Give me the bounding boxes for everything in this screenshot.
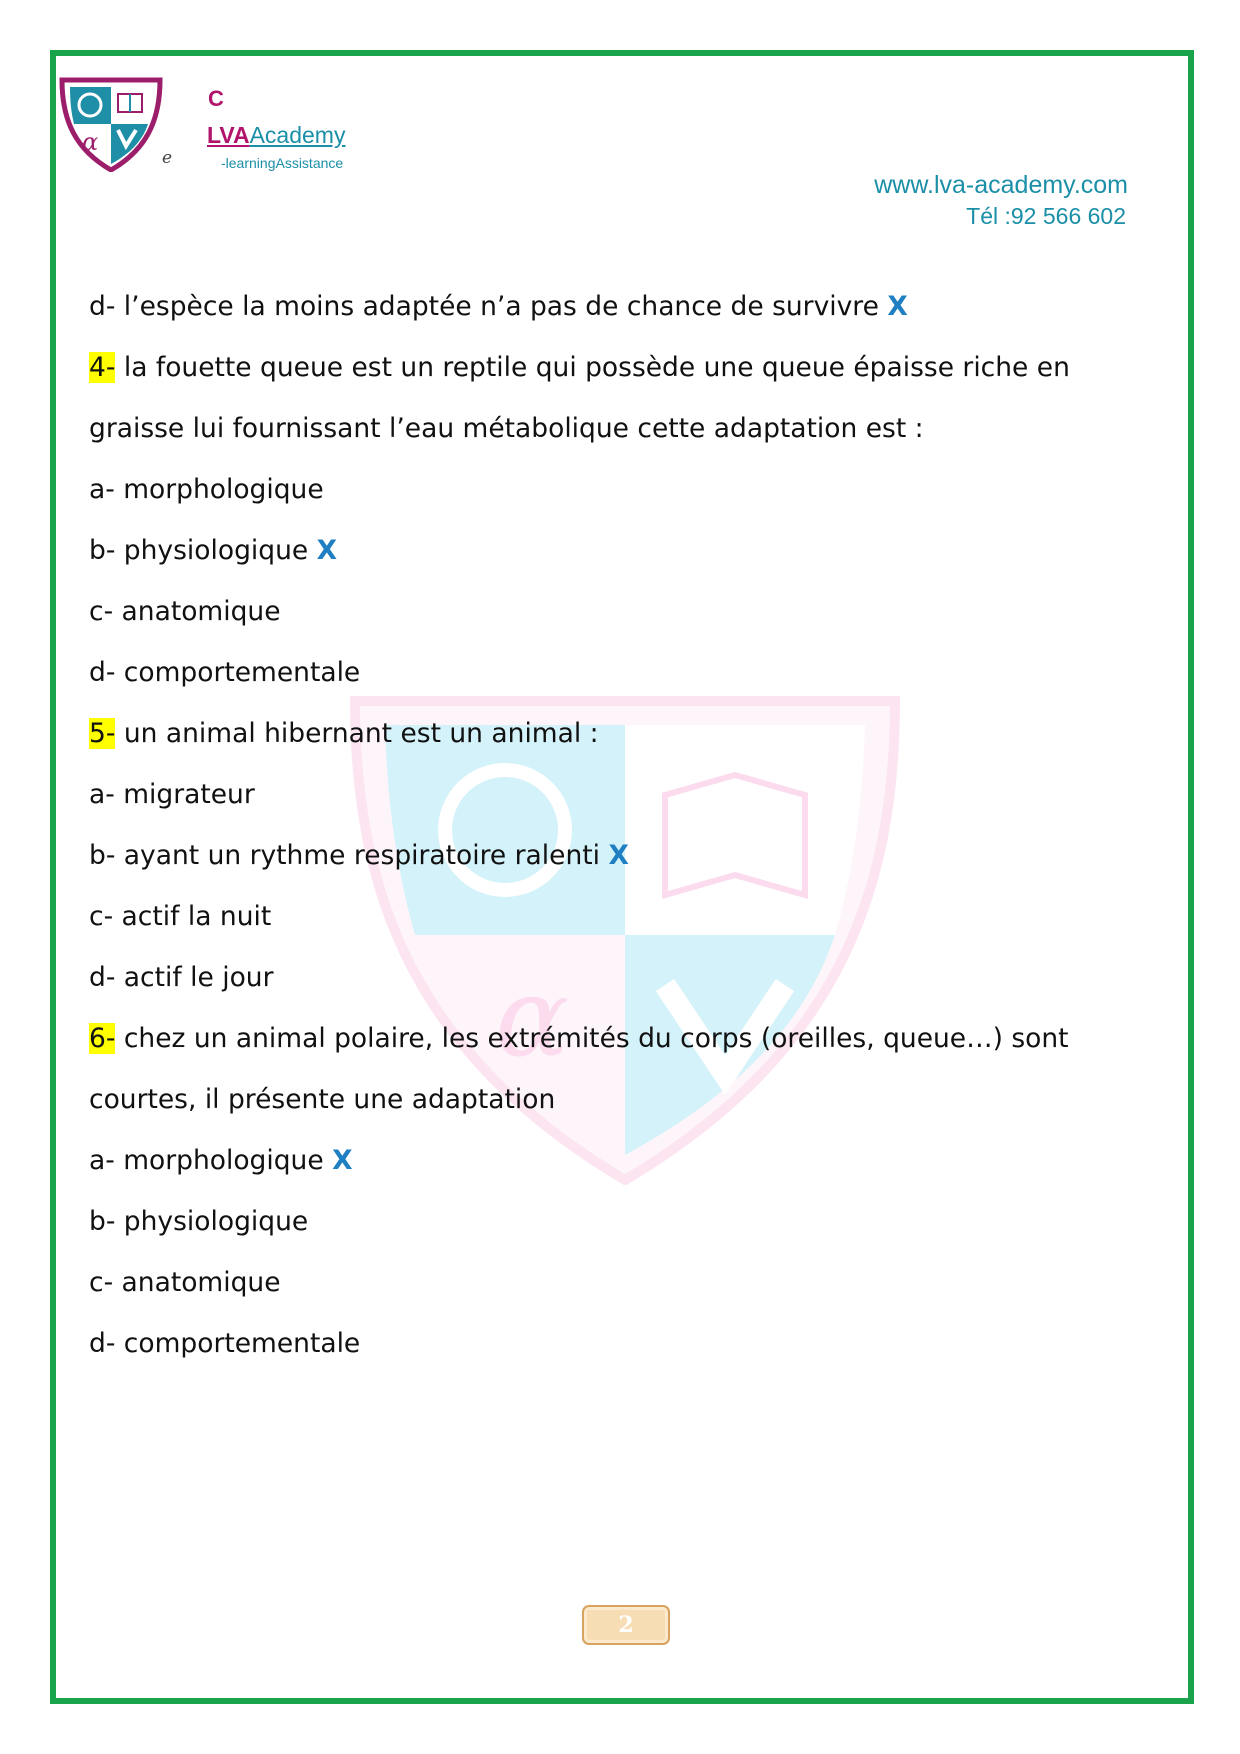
brand-lva: LVA <box>207 122 250 148</box>
line-text: b- physiologique <box>89 1206 309 1237</box>
quiz-line <box>89 1191 1099 1252</box>
line-text: d- comportementale <box>89 657 361 688</box>
line-text: a- morphologique <box>89 1145 324 1176</box>
quiz-line <box>89 1069 1099 1130</box>
line-text: d- actif le jour <box>89 962 274 993</box>
line-text: d- comportementale <box>89 1328 361 1359</box>
brand-letter: C <box>208 86 224 111</box>
quiz-line <box>89 825 1099 886</box>
quiz-line <box>89 1252 1099 1313</box>
quiz-line <box>89 276 1099 337</box>
quiz-line <box>89 581 1099 642</box>
website-link[interactable]: www.lva-academy.com <box>874 171 1128 199</box>
phone-number: Tél :92 566 602 <box>966 203 1126 229</box>
svg-text:α: α <box>495 953 570 1081</box>
svg-text:α: α <box>82 128 99 156</box>
line-text: graisse lui fournissant l’eau métabolique cette adaptation est : <box>89 413 924 444</box>
line-text: a- migrateur <box>89 779 255 810</box>
question-number: 6- <box>89 1023 116 1054</box>
answer-mark: X <box>316 535 338 566</box>
line-text: d- l’espèce la moins adaptée n’a pas de chance de survivre <box>89 291 879 322</box>
answer-mark: X <box>608 840 629 871</box>
line-text: b- physiologique <box>89 535 309 566</box>
brand-name <box>207 122 345 149</box>
quiz-line <box>89 1130 1099 1191</box>
line-text: c- anatomique <box>89 596 281 627</box>
quiz-line <box>89 520 1099 581</box>
line-text: un animal hibernant est un animal : <box>115 718 599 749</box>
line-text: b- ayant un rythme respiratoire ralenti <box>89 840 600 871</box>
quiz-line <box>89 398 1099 459</box>
page-number: 2 <box>582 1605 670 1645</box>
line-text: c- anatomique <box>89 1267 281 1298</box>
line-text: c- actif la nuit <box>89 901 272 932</box>
quiz-line <box>89 1008 1099 1069</box>
quiz-line <box>89 703 1099 764</box>
answer-mark: X <box>887 291 908 322</box>
quiz-line <box>89 1313 1099 1374</box>
question-number: 5- <box>89 718 116 749</box>
question-number: 4- <box>89 352 116 383</box>
line-text: a- morphologique <box>89 474 324 505</box>
quiz-content <box>89 276 1099 1374</box>
line-text: la fouette queue est un reptile qui possède une queue épaisse riche en <box>115 352 1070 383</box>
quiz-line <box>89 947 1099 1008</box>
quiz-line <box>89 886 1099 947</box>
quiz-line <box>89 337 1099 398</box>
line-text: chez un animal polaire, les extrémités du corps (oreilles, queue…) sont <box>115 1023 1069 1054</box>
quiz-line <box>89 764 1099 825</box>
quiz-line <box>89 459 1099 520</box>
brand-e-mark: e <box>162 148 173 168</box>
brand-academy: Academy <box>249 122 346 148</box>
quiz-line <box>89 642 1099 703</box>
line-text: courtes, il présente une adaptation <box>89 1084 556 1115</box>
academy-logo-icon <box>58 76 168 172</box>
brand-tagline: -learningAssistance <box>221 155 344 171</box>
answer-mark: X <box>332 1145 353 1176</box>
